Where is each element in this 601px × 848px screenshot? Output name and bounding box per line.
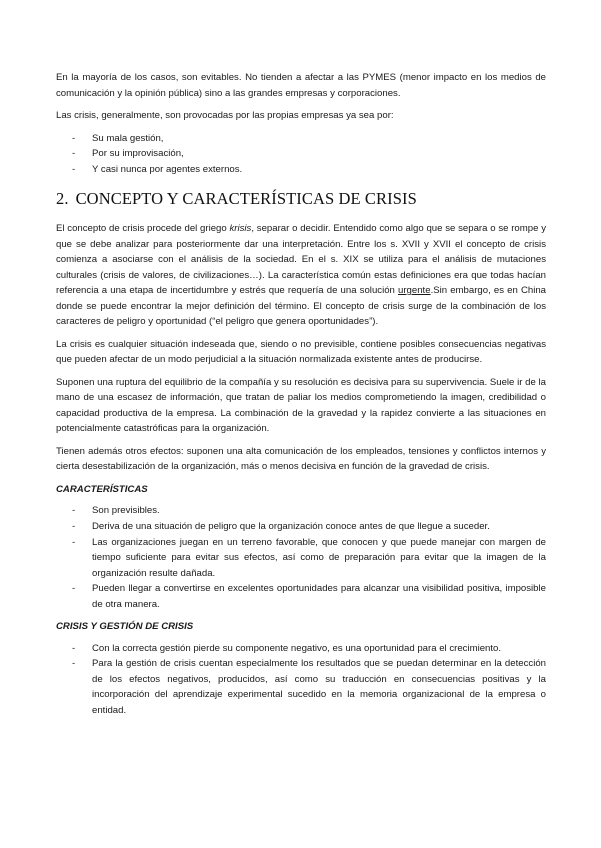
greek-term: krisis (229, 222, 252, 234)
dash-bullet: - (72, 521, 76, 533)
dash-bullet: - (72, 658, 76, 670)
causes-list (56, 131, 546, 178)
concept-paragraph-4: Tienen además otros efectos: suponen una alta comunicación de los empleados, tensiones y conflictos internos y cierta desestabilización de la organización, más o menos decisiva en función de la gravedad de crisis. (56, 445, 546, 473)
list-item: - Por su improvisación, (56, 146, 546, 162)
underlined-word: urgente (398, 285, 431, 297)
list-item: - Las organizaciones juegan en un terreno favorable, que conocen y que puede manejar con margen de tiempo suficiente para evitar sus efectos, así como de preparación para evitar que la imagen de la organización resulte dañada. (72, 536, 546, 579)
dash-bullet: - (72, 505, 76, 517)
dash-bullet: - (72, 148, 76, 160)
document-body (56, 70, 546, 725)
concept-paragraph-1: El concepto de crisis procede del griego krisis, separar o decidir. Entendido como algo que se separa o se rompe y que se debe analizar para posteriormente dar una interpretación. Entre los s. XVII y XVII el concepto de crisis comienza a asociarse con el análisis de la sociedad. En el s. XIX se utiliza para el análisis de mutaciones culturales (crisis de valores, de civilizaciones…). La característica común estas definiciones era que todas hacían referencia a una etapa de incertidumbre y estrés que requería de una solución urgente.Sin embargo, es en China donde se puede encontrar la mejor definición del término. El concepto de crisis surge de la combinación de los caracteres de peligro y oportunidad (“el peligro que genera oportunidades”). (56, 222, 547, 328)
characteristics-heading: CARACTERÍSTICAS (56, 483, 148, 495)
intro-paragraph: En la mayoría de los casos, son evitables. No tienden a afectar a las PYMES (menor impacto en los medios de comunicación y la opinión pública) sino a las grandes empresas y corporaciones. (56, 72, 546, 99)
section-heading (56, 189, 546, 209)
management-list (56, 641, 546, 719)
management-heading: CRISIS Y GESTIÓN DE CRISIS (56, 621, 194, 633)
list-item: - Para la gestión de crisis cuentan especialmente los resultados que se puedan determinar en la detección de los efectos negativos, producidos, así como su traducción en consecuencias positivas y la incorporación del aprendizaje experimental sucedido en la memoria organizacional de la empresa o entidad. (72, 658, 546, 716)
concept-paragraph-2: La crisis es cualquier situación indeseada que, siendo o no previsible, contiene posibles consecuencias negativas que pueden afectar de un modo perjudicial a la situación normalizada existente antes de producirse. (56, 338, 546, 366)
list-item: - Y casi nunca por agentes externos. (56, 162, 546, 178)
list-item: - Son previsibles. (56, 503, 546, 519)
section-number: 2. (56, 189, 69, 209)
list-item: - Con la correcta gestión pierde su componente negativo, es una oportunidad para el crecimiento. (56, 641, 546, 657)
dash-bullet: - (72, 583, 76, 595)
causes-intro: Las crisis, generalmente, son provocadas por las propias empresas ya sea por: (56, 110, 394, 122)
dash-bullet: - (72, 536, 76, 548)
concept-paragraph-3: Suponen una ruptura del equilibrio de la compañía y su resolución es decisiva para su supervivencia. Suele ir de la mano de una escasez de información, que tratan de paliar los medios comprometiendo la imagen, credibilidad o capacidad productiva de la empresa. La combinación de la gravedad y la rapidez convierte a las situaciones en potencialmente catastróficas para la organización. (56, 376, 546, 435)
list-item: - Su mala gestión, (56, 131, 546, 147)
section-title: CONCEPTO Y CARACTERÍSTICAS DE CRISIS (75, 189, 417, 209)
list-item: - Pueden llegar a convertirse en excelentes oportunidades para alcanzar una visibilidad positiva, imposible de otra manera. (72, 583, 546, 610)
dash-bullet: - (72, 132, 76, 144)
dash-bullet: - (72, 163, 76, 175)
dash-bullet: - (72, 642, 76, 654)
characteristics-list (56, 503, 546, 612)
list-item: - Deriva de una situación de peligro que la organización conoce antes de que llegue a suceder. (56, 519, 546, 535)
